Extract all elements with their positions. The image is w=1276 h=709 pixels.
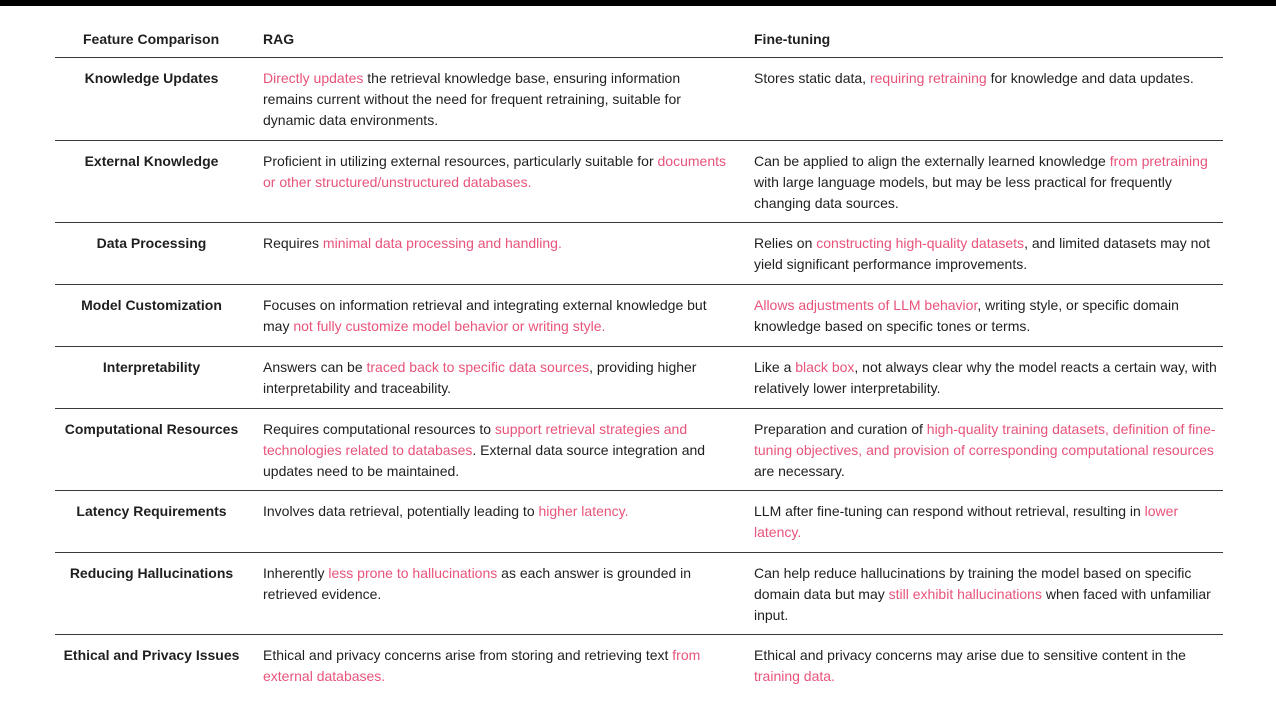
highlighted-text: black box: [795, 359, 855, 375]
highlighted-text: lower latency.: [754, 503, 1179, 540]
feature-cell: Model Customization: [81, 297, 222, 313]
plain-text: with large language models, but may be less practical for frequently changing data sources.: [754, 174, 1172, 211]
plain-text: Can help reduce hallucinations by training the model based on specific domain data but may: [754, 565, 1192, 602]
comparison-table: [55, 22, 1223, 697]
plain-text: Focuses on information retrieval and integrating external knowledge but may: [263, 297, 707, 334]
highlighted-text: support retrieval strategies and technologies related to databases: [263, 421, 688, 458]
finetuning-cell: [739, 409, 1223, 490]
plain-text: Requires: [263, 235, 323, 251]
feature-cell: Reducing Hallucinations: [69, 565, 234, 581]
plain-text: the retrieval knowledge base, ensuring information remains current without the need for frequent retraining, suitable for dynamic data environments.: [263, 70, 681, 128]
finetuning-cell: [739, 553, 1223, 634]
highlighted-text: Directly updates: [263, 70, 364, 86]
finetuning-cell: [739, 347, 1223, 408]
table-row: [55, 347, 1223, 409]
rag-cell: [248, 58, 739, 140]
highlighted-text: requiring retraining: [869, 70, 987, 86]
rag-cell: [248, 635, 739, 697]
rag-cell: [248, 347, 739, 408]
finetuning-cell: [739, 58, 1223, 140]
table-row: [55, 635, 1223, 697]
rag-cell: [248, 491, 739, 552]
feature-cell: Knowledge Updates: [84, 70, 219, 86]
highlighted-text: documents or other structured/unstructured databases.: [263, 153, 726, 190]
rag-cell: [248, 223, 739, 284]
highlighted-text: from external databases.: [263, 647, 701, 684]
highlighted-text: higher latency.: [538, 503, 629, 519]
plain-text: Relies on: [754, 235, 817, 251]
table-row: [55, 141, 1223, 223]
plain-text: . External data source integration and updates need to be maintained.: [263, 442, 706, 479]
plain-text: Inherently: [263, 565, 329, 581]
table-header-row: [55, 22, 1223, 58]
rag-cell: [248, 141, 739, 222]
table-row: [55, 491, 1223, 553]
plain-text: Can be applied to align the externally learned knowledge: [754, 153, 1110, 169]
highlighted-text: minimal data processing and handling.: [322, 235, 562, 251]
plain-text: Ethical and privacy concerns may arise due to sensitive content in the: [754, 647, 1186, 663]
plain-text: Ethical and privacy concerns arise from storing and retrieving text: [263, 647, 673, 663]
highlighted-text: from pretraining: [1109, 153, 1208, 169]
plain-text: Involves data retrieval, potentially leading to: [263, 503, 539, 519]
plain-text: when faced with unfamiliar input.: [754, 586, 1211, 623]
table-body: [55, 58, 1223, 697]
plain-text: Preparation and curation of: [754, 421, 927, 437]
plain-text: Requires computational resources to: [263, 421, 495, 437]
feature-cell: Computational Resources: [64, 421, 239, 437]
header-finetuning: Fine-tuning: [754, 31, 831, 47]
highlighted-text: Allows adjustments of LLM behavior: [754, 297, 978, 313]
highlighted-text: not fully customize model behavior or writing style.: [293, 318, 606, 334]
highlighted-text: constructing high-quality datasets: [816, 235, 1025, 251]
feature-cell: Interpretability: [102, 359, 201, 375]
rag-cell: [248, 409, 739, 490]
plain-text: Answers can be: [263, 359, 367, 375]
top-bar: [0, 0, 1276, 6]
plain-text: , not always clear why the model reacts a certain way, with relatively lower interpretability.: [754, 359, 1217, 396]
highlighted-text: still exhibit hallucinations: [888, 586, 1042, 602]
rag-cell: [248, 553, 739, 634]
highlighted-text: less prone to hallucinations: [328, 565, 498, 581]
plain-text: Stores static data,: [754, 70, 870, 86]
header-feature: Feature Comparison: [83, 31, 220, 47]
finetuning-cell: [739, 285, 1223, 346]
plain-text: for knowledge and data updates.: [986, 70, 1194, 86]
plain-text: are necessary.: [754, 463, 845, 479]
plain-text: , writing style, or specific domain knowledge based on specific tones or terms.: [754, 297, 1179, 334]
feature-cell: External Knowledge: [84, 153, 219, 169]
table-row: [55, 409, 1223, 491]
finetuning-cell: [739, 491, 1223, 552]
rag-cell: [248, 285, 739, 346]
highlighted-text: traced back to specific data sources: [366, 359, 590, 375]
feature-cell: Ethical and Privacy Issues: [63, 647, 240, 663]
finetuning-cell: [739, 635, 1223, 697]
table-row: [55, 58, 1223, 141]
finetuning-cell: [739, 141, 1223, 222]
highlighted-text: high-quality training datasets, definition of fine-tuning objectives, and provision of corresponding computational resources: [754, 421, 1216, 458]
highlighted-text: training data.: [754, 668, 835, 684]
table-row: [55, 553, 1223, 635]
plain-text: LLM after fine-tuning can respond without retrieval, resulting in: [754, 503, 1145, 519]
plain-text: Proficient in utilizing external resources, particularly suitable for: [263, 153, 658, 169]
plain-text: Like a: [754, 359, 796, 375]
plain-text: , and limited datasets may not yield significant performance improvements.: [754, 235, 1211, 272]
table-row: [55, 223, 1223, 285]
table-row: [55, 285, 1223, 347]
finetuning-cell: [739, 223, 1223, 284]
header-rag: RAG: [263, 31, 295, 47]
plain-text: , providing higher interpretability and traceability.: [263, 359, 697, 396]
feature-cell: Latency Requirements: [76, 503, 227, 519]
plain-text: as each answer is grounded in retrieved evidence.: [263, 565, 692, 602]
feature-cell: Data Processing: [96, 235, 207, 251]
